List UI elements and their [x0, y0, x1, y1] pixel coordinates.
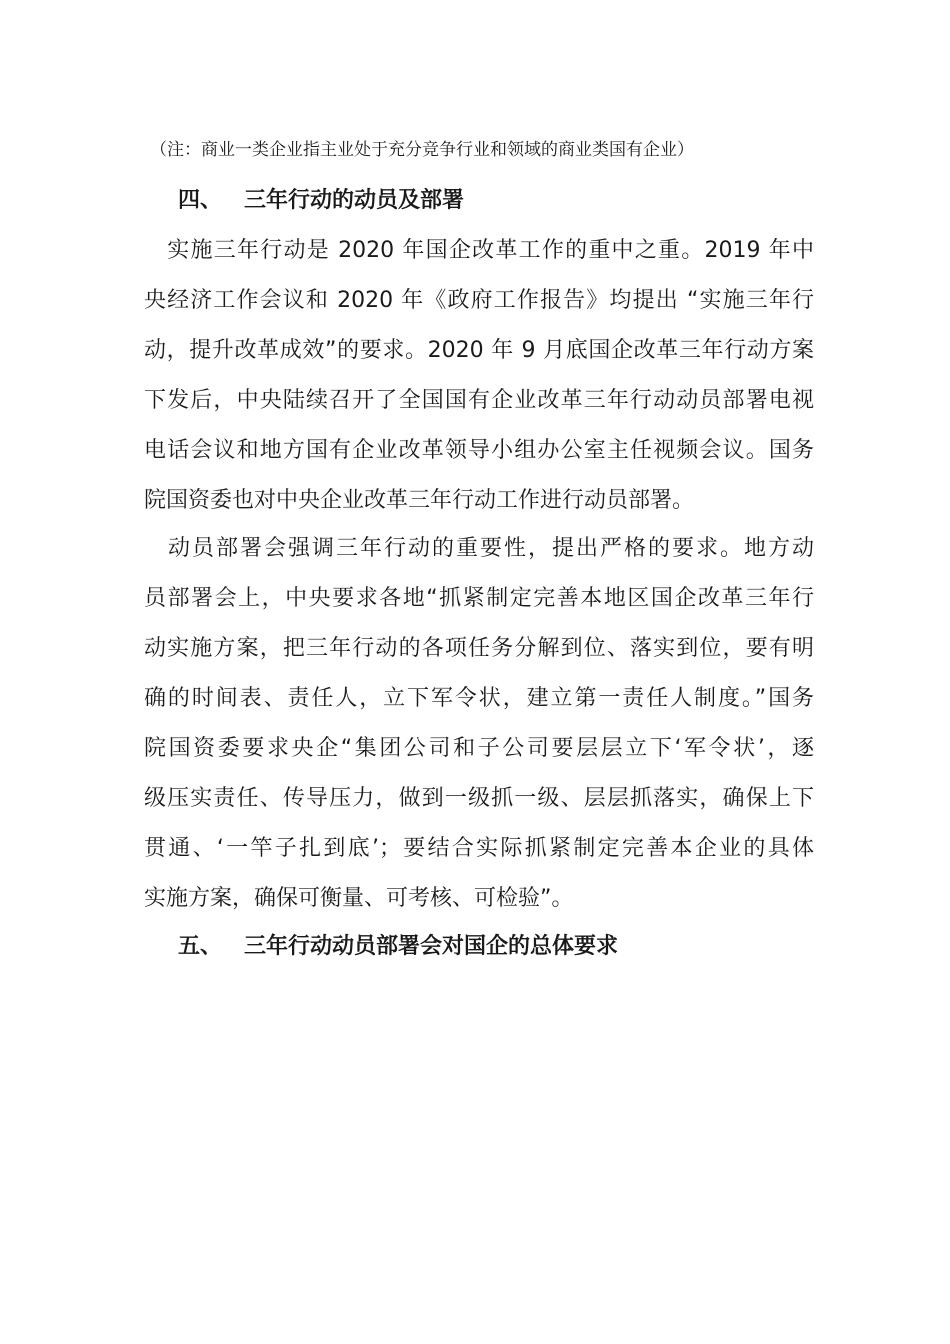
paragraph-line: 员部署会上，中央要求各地“抓紧制定完善本地区国企改革三年行 — [144, 586, 814, 611]
paragraph-line: 院国资委要求央企“集团公司和子公司要层层立下‘军令状’，逐 — [144, 736, 814, 761]
paragraph-2 — [144, 524, 814, 924]
paragraph-line: 央经济工作会议和 2020 年《政府工作报告》均提出 “实施三年行 — [144, 288, 814, 313]
paragraph-line: 下发后，中央陆续召开了全国国有企业改革三年行动动员部署电视 — [144, 388, 814, 413]
paragraph-line: 实施方案，确保可衡量、可考核、可检验”。 — [144, 886, 574, 911]
section-number: 四、 — [178, 188, 223, 213]
footnote: （注：商业一类企业指主业处于充分竞争行业和领域的商业类国有企业） — [150, 140, 694, 160]
paragraph-line: 实施三年行动是 2020 年国企改革工作的重中之重。2019 年中 — [144, 238, 814, 263]
paragraph-line: 动，提升改革成效”的要求。2020 年 9 月底国企改革三年行动方案 — [144, 338, 814, 363]
section-heading-4 — [178, 186, 818, 216]
section-title: 三年行动的动员及部署 — [244, 188, 465, 213]
paragraph-line: 院国资委也对中央企业改革三年行动工作进行动员部署。 — [144, 488, 695, 513]
paragraph-1 — [144, 226, 814, 526]
section-title: 三年行动动员部署会对国企的总体要求 — [244, 934, 619, 959]
paragraph-line: 级压实责任、传导压力，做到一级抓一级、层层抓落实，确保上下 — [144, 786, 814, 811]
paragraph-line: 确的时间表、责任人，立下军令状，建立第一责任人制度。”国务 — [144, 686, 814, 711]
paragraph-line: 动实施方案，把三年行动的各项任务分解到位、落实到位，要有明 — [144, 636, 814, 661]
paragraph-line: 动员部署会强调三年行动的重要性，提出严格的要求。地方动 — [144, 536, 814, 561]
paragraph-line: 贯通、‘一竿子扎到底’；要结合实际抓紧制定完善本企业的具体 — [144, 836, 814, 861]
section-number: 五、 — [178, 934, 223, 959]
section-heading-5 — [178, 932, 818, 962]
paragraph-line: 电话会议和地方国有企业改革领导小组办公室主任视频会议。国务 — [144, 438, 814, 463]
